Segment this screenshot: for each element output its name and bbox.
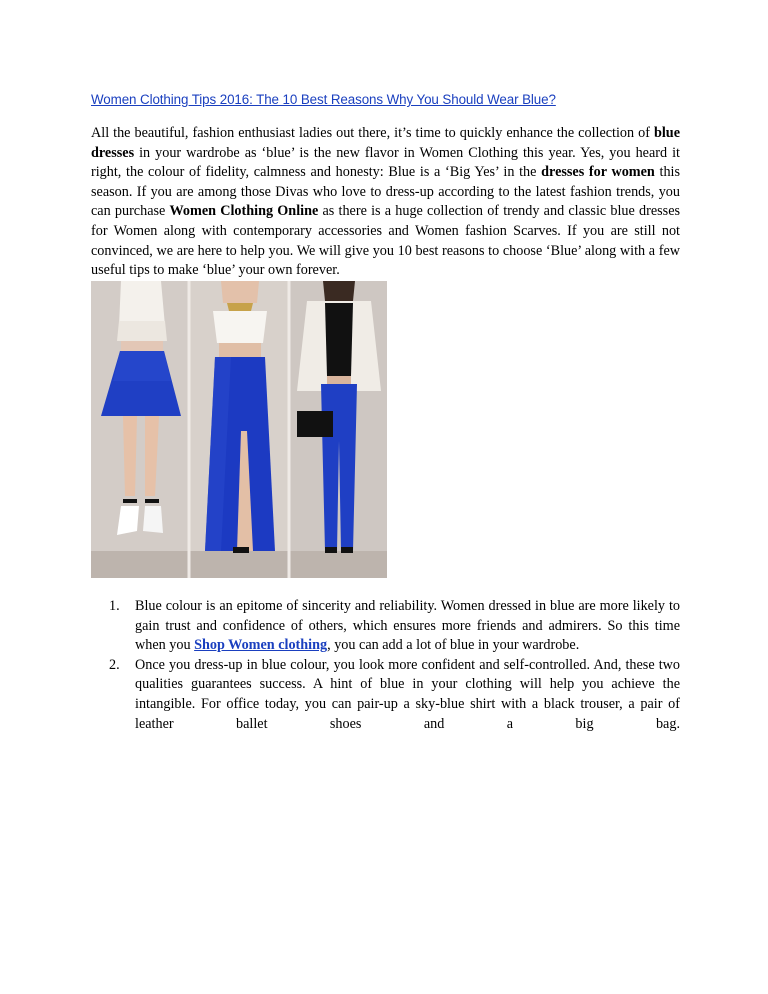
- list-number: 2.: [109, 656, 120, 673]
- list-number: 1.: [109, 598, 120, 614]
- article-title[interactable]: Women Clothing Tips 2016: The 10 Best Reasons Why You Should Wear Blue?: [91, 92, 556, 107]
- bold-keyword: blue dresses: [91, 125, 680, 161]
- outfit-2: [205, 281, 275, 553]
- intro-text: in your wardrobe as ‘blue’ is the new flavor in Women Clothing this year. Yes, you heard it right, the colour of fidelity, calmness and honesty: Blue is a ‘Big Yes’ in the: [91, 144, 680, 181]
- list-text: Once you dress-up in blue colour, you look more confident and self-controlled. And, these two qualities guarantees success. A hint of blue in your clothing will help you achieve the intangible. For office today, you can pair-up a sky-blue shirt with a black trouser, a pair of leather ballet shoes and a big bag.: [135, 656, 680, 732]
- list-text: Blue colour is an epitome of sincerity and reliability. Women dressed in blue are more likely to gain trust and confidence of others, which ensures more friends and admirers. So this time when you: [135, 598, 680, 654]
- outfit-illustration: [91, 281, 387, 578]
- intro-text: as there is a huge collection of trendy and classic blue dresses for Women along with contemporary accessories and Women fashion Scarves. If you are still not convinced, we are here to help you. We will give you 10 best reasons to choose ‘Blue’ along with a few useful tips to make ‘blue’ your own forever.: [91, 203, 681, 279]
- fashion-photo-three-outfits: [91, 281, 387, 578]
- reasons-list: [91, 597, 680, 734]
- intro-paragraph: [91, 124, 680, 281]
- list-item: [91, 597, 680, 656]
- bold-keyword: Women Clothing Online: [169, 203, 319, 220]
- intro-text: this season. If you are among those Divas who love to dress-up according to the latest fashion trends, you can purchase: [91, 164, 680, 220]
- shop-women-clothing-link[interactable]: Shop Women clothing: [194, 637, 328, 654]
- list-item: [91, 656, 680, 734]
- intro-text: All the beautiful, fashion enthusiast ladies out there, it’s time to quickly enhance the collection of: [91, 125, 654, 141]
- list-text: , you can add a lot of blue in your wardrobe.: [327, 637, 580, 654]
- bold-keyword: dresses for women: [541, 164, 655, 181]
